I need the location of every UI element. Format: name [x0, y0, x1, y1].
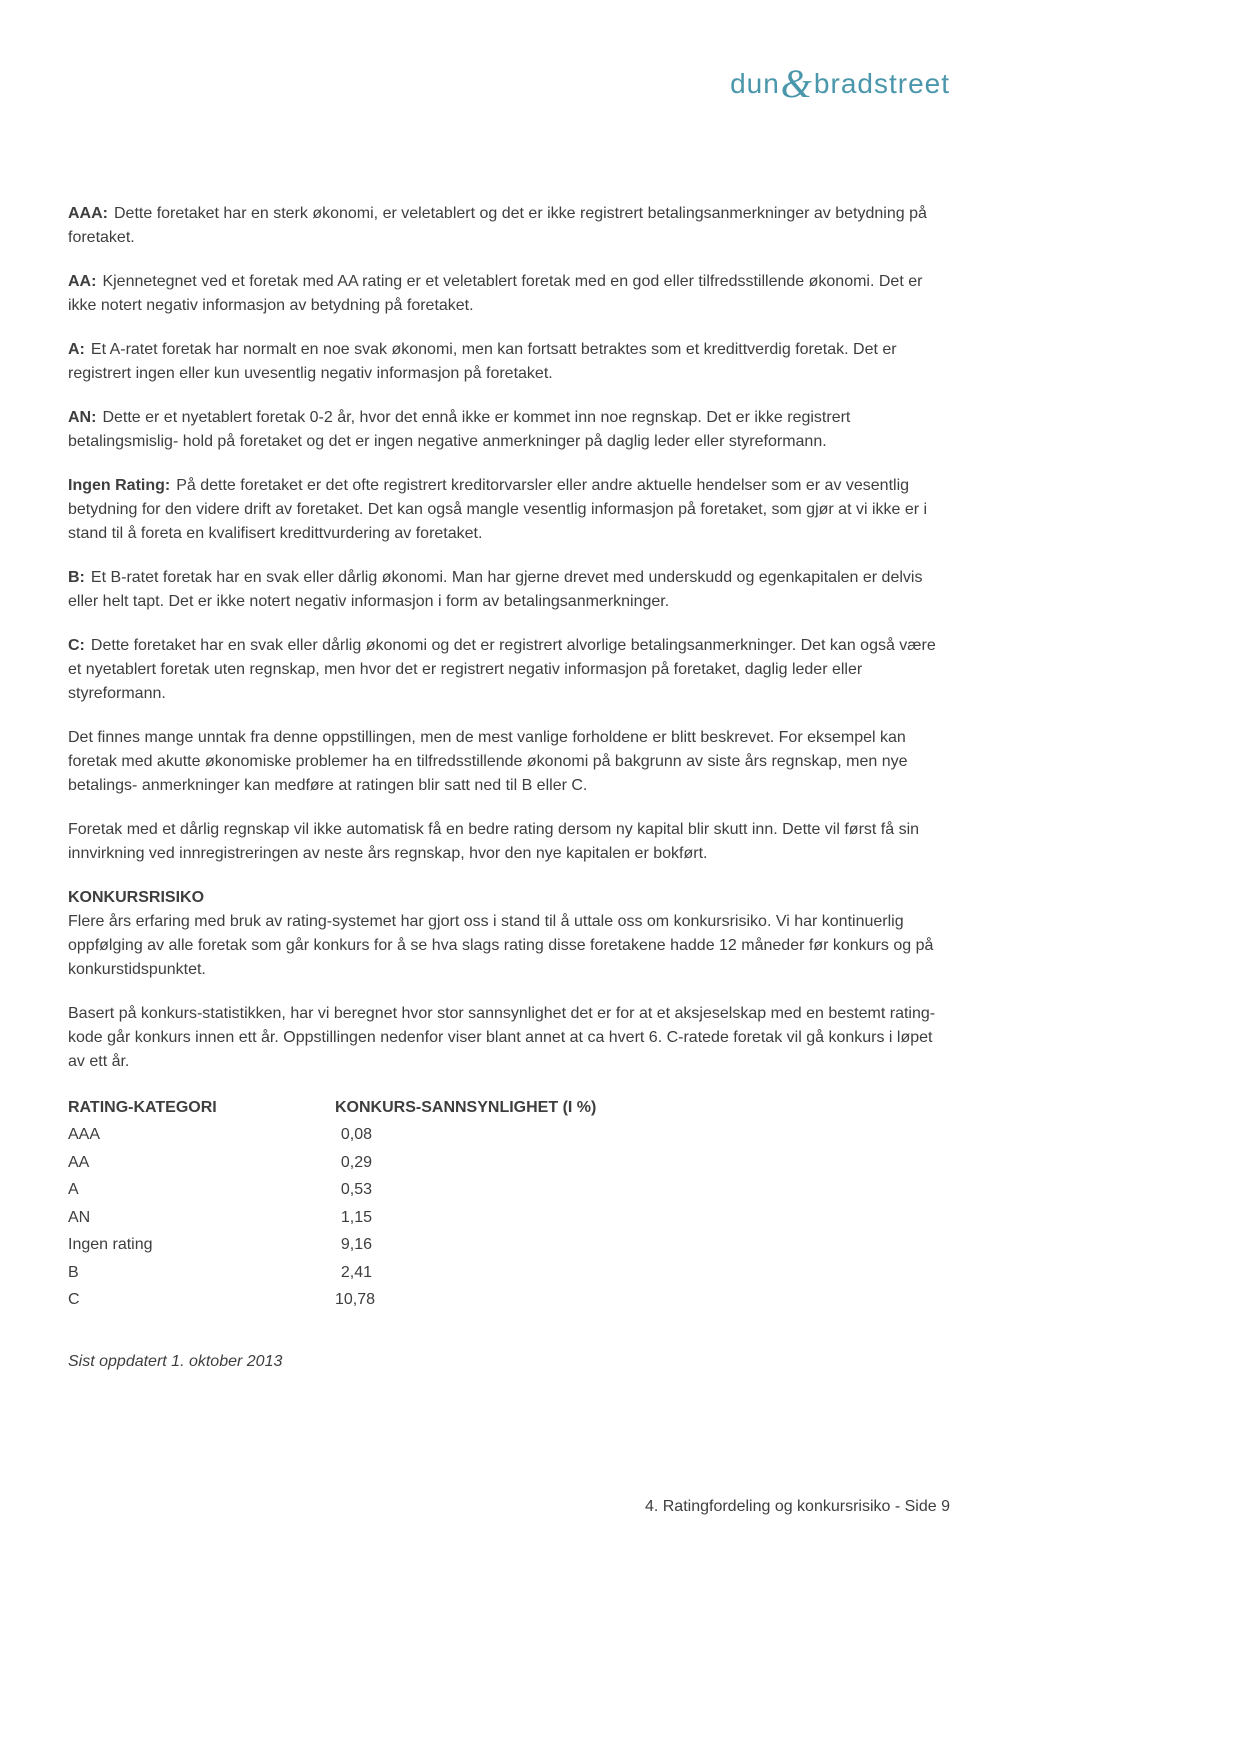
rating-category-cell: B [68, 1263, 79, 1281]
rating-label: AN: [68, 409, 97, 426]
last-updated-note: Sist oppdatert 1. oktober 2013 [68, 1353, 283, 1370]
table-row [68, 1259, 596, 1287]
rating-definition-a [68, 338, 953, 386]
rating-description: Dette foretaket har en sterk økonomi, er veletablert og det er ikke registrert betalingsanmerkninger av betydning på foretaket. [68, 205, 927, 246]
rating-definition-aaa [68, 202, 953, 250]
table-row [68, 1287, 596, 1315]
konkursrisiko-paragraph-1: Flere års erfaring med bruk av rating-systemet har gjort oss i stand til å uttale oss om konkursrisiko. Vi har kontinuerlig oppfølging av alle foretak som går konkurs for å se hva slags rating disse foretakene hadde 12 måneder før konkurs og på konkurstidspunktet. [68, 913, 934, 978]
rating-label: C: [68, 637, 85, 654]
probability-value: 0,08 [340, 1126, 372, 1144]
table-header-probability: KONKURS-SANNSYNLIGHET (I %) [335, 1098, 597, 1116]
probability-cell [335, 1177, 596, 1205]
probability-value: 0,29 [340, 1153, 372, 1171]
table-header-category: RATING-KATEGORI [68, 1098, 217, 1116]
dun-bradstreet-logo [730, 61, 950, 106]
rating-definition-ingen-rating [68, 474, 953, 546]
document-body [68, 202, 953, 1374]
probability-cell [335, 1287, 596, 1315]
konkursrisiko-section [68, 886, 953, 982]
probability-value: 9,16 [340, 1236, 372, 1254]
probability-cell [335, 1204, 596, 1232]
probability-cell [335, 1122, 596, 1150]
logo-ampersand-icon: & [780, 61, 813, 106]
probability-value: 0,53 [340, 1181, 372, 1199]
table-row [68, 1177, 596, 1205]
konkursrisiko-paragraph-2: Basert på konkurs-statistikken, har vi beregnet hvor stor sannsynlighet det er for at et aksjeselskap med en bestemt rating-kode går konkurs innen ett år. Oppstillingen nedenfor viser blant annet at ca hvert 6. C-ratede foretak vil gå konkurs i løpet av ett år. [68, 1005, 936, 1070]
probability-value: 2,41 [340, 1263, 372, 1281]
rating-description: Et B-ratet foretak har en svak eller dårlig økonomi. Man har gjerne drevet med underskudd og egenkapitalen er delvis eller helt tapt. Det er ikke notert negativ informasjon i form av betalingsanmerkninger. [68, 569, 923, 610]
rating-label: AA: [68, 273, 97, 290]
table-row [68, 1122, 596, 1150]
rating-description: Dette er et nyetablert foretak 0-2 år, hvor det ennå ikke er kommet inn noe regnskap. Det er ikke registrert betalingsmislig- hold på foretaket og det er ingen negative anmerkninger på daglig leder eller styreformann. [68, 409, 851, 450]
rating-category-cell: C [68, 1291, 80, 1309]
table-row [68, 1204, 596, 1232]
rating-label: AAA: [68, 205, 108, 222]
rating-definition-aa [68, 270, 953, 318]
rating-label: A: [68, 341, 85, 358]
probability-cell [335, 1259, 596, 1287]
rating-definition-b [68, 566, 953, 614]
note-paragraph-exceptions: Det finnes mange unntak fra denne oppstillingen, men de mest vanlige forholdene er blitt beskrevet. For eksempel kan foretak med akutte økonomiske problemer ha en tilfredsstillende økonomi på bakgrunn av siste års regnskap, men nye betalings- anmerkninger kan medføre at ratingen blir satt ned til B eller C. [68, 729, 908, 794]
rating-category-cell: Ingen rating [68, 1236, 153, 1254]
rating-definition-an [68, 406, 953, 454]
table-row [68, 1232, 596, 1260]
probability-cell [335, 1149, 596, 1177]
rating-probability-table [68, 1094, 596, 1314]
logo-word-dun: dun [730, 68, 780, 99]
konkursrisiko-heading: KONKURSRISIKO [68, 889, 205, 906]
rating-category-cell: AAA [68, 1126, 101, 1144]
probability-cell [335, 1232, 596, 1260]
rating-category-cell: AA [68, 1153, 90, 1171]
rating-description: På dette foretaket er det ofte registrert kreditorvarsler eller andre aktuelle hendelser som er av vesentlig betydning for den videre drift av foretaket. Det kan også mangle vesentlig informasjon på foretaket, som gjør at vi ikke er i stand til å foreta en kvalifisert kredittvurdering av foretaket. [68, 477, 928, 542]
probability-value: 1,15 [340, 1208, 372, 1226]
rating-definition-c [68, 634, 953, 706]
rating-category-cell: A [68, 1181, 79, 1199]
table-row [68, 1149, 596, 1177]
rating-category-cell: AN [68, 1208, 91, 1226]
logo-word-bradstreet: bradstreet [813, 68, 950, 99]
probability-value: 10,78 [335, 1291, 376, 1309]
rating-description: Dette foretaket har en svak eller dårlig økonomi og det er registrert alvorlige betalingsanmerkninger. Det kan også være et nyetablert foretak uten regnskap, men hvor det er registrert negativ informasjon på foretaket, daglig leder eller styreformann. [68, 637, 936, 702]
rating-label: Ingen Rating: [68, 477, 171, 494]
rating-description: Kjennetegnet ved et foretak med AA rating er et veletablert foretak med en god eller tilfredsstillende økonomi. Det er ikke notert negativ informasjon av betydning på foretaket. [68, 273, 923, 314]
table-header-row [68, 1094, 596, 1122]
note-paragraph-new-capital: Foretak med et dårlig regnskap vil ikke automatisk få en bedre rating dersom ny kapital blir skutt inn. Dette vil først få sin innvirkning ved innregistreringen av neste års regnskap, hvor den nye kapitalen er bokført. [68, 821, 920, 862]
rating-label: B: [68, 569, 85, 586]
page-footer: 4. Ratingfordeling og konkursrisiko - Side 9 [644, 1498, 950, 1515]
rating-description: Et A-ratet foretak har normalt en noe svak økonomi, men kan fortsatt betraktes som et kredittverdig foretak. Det er registrert ingen eller kun uvesentlig negativ informasjon på foretaket. [68, 341, 897, 382]
